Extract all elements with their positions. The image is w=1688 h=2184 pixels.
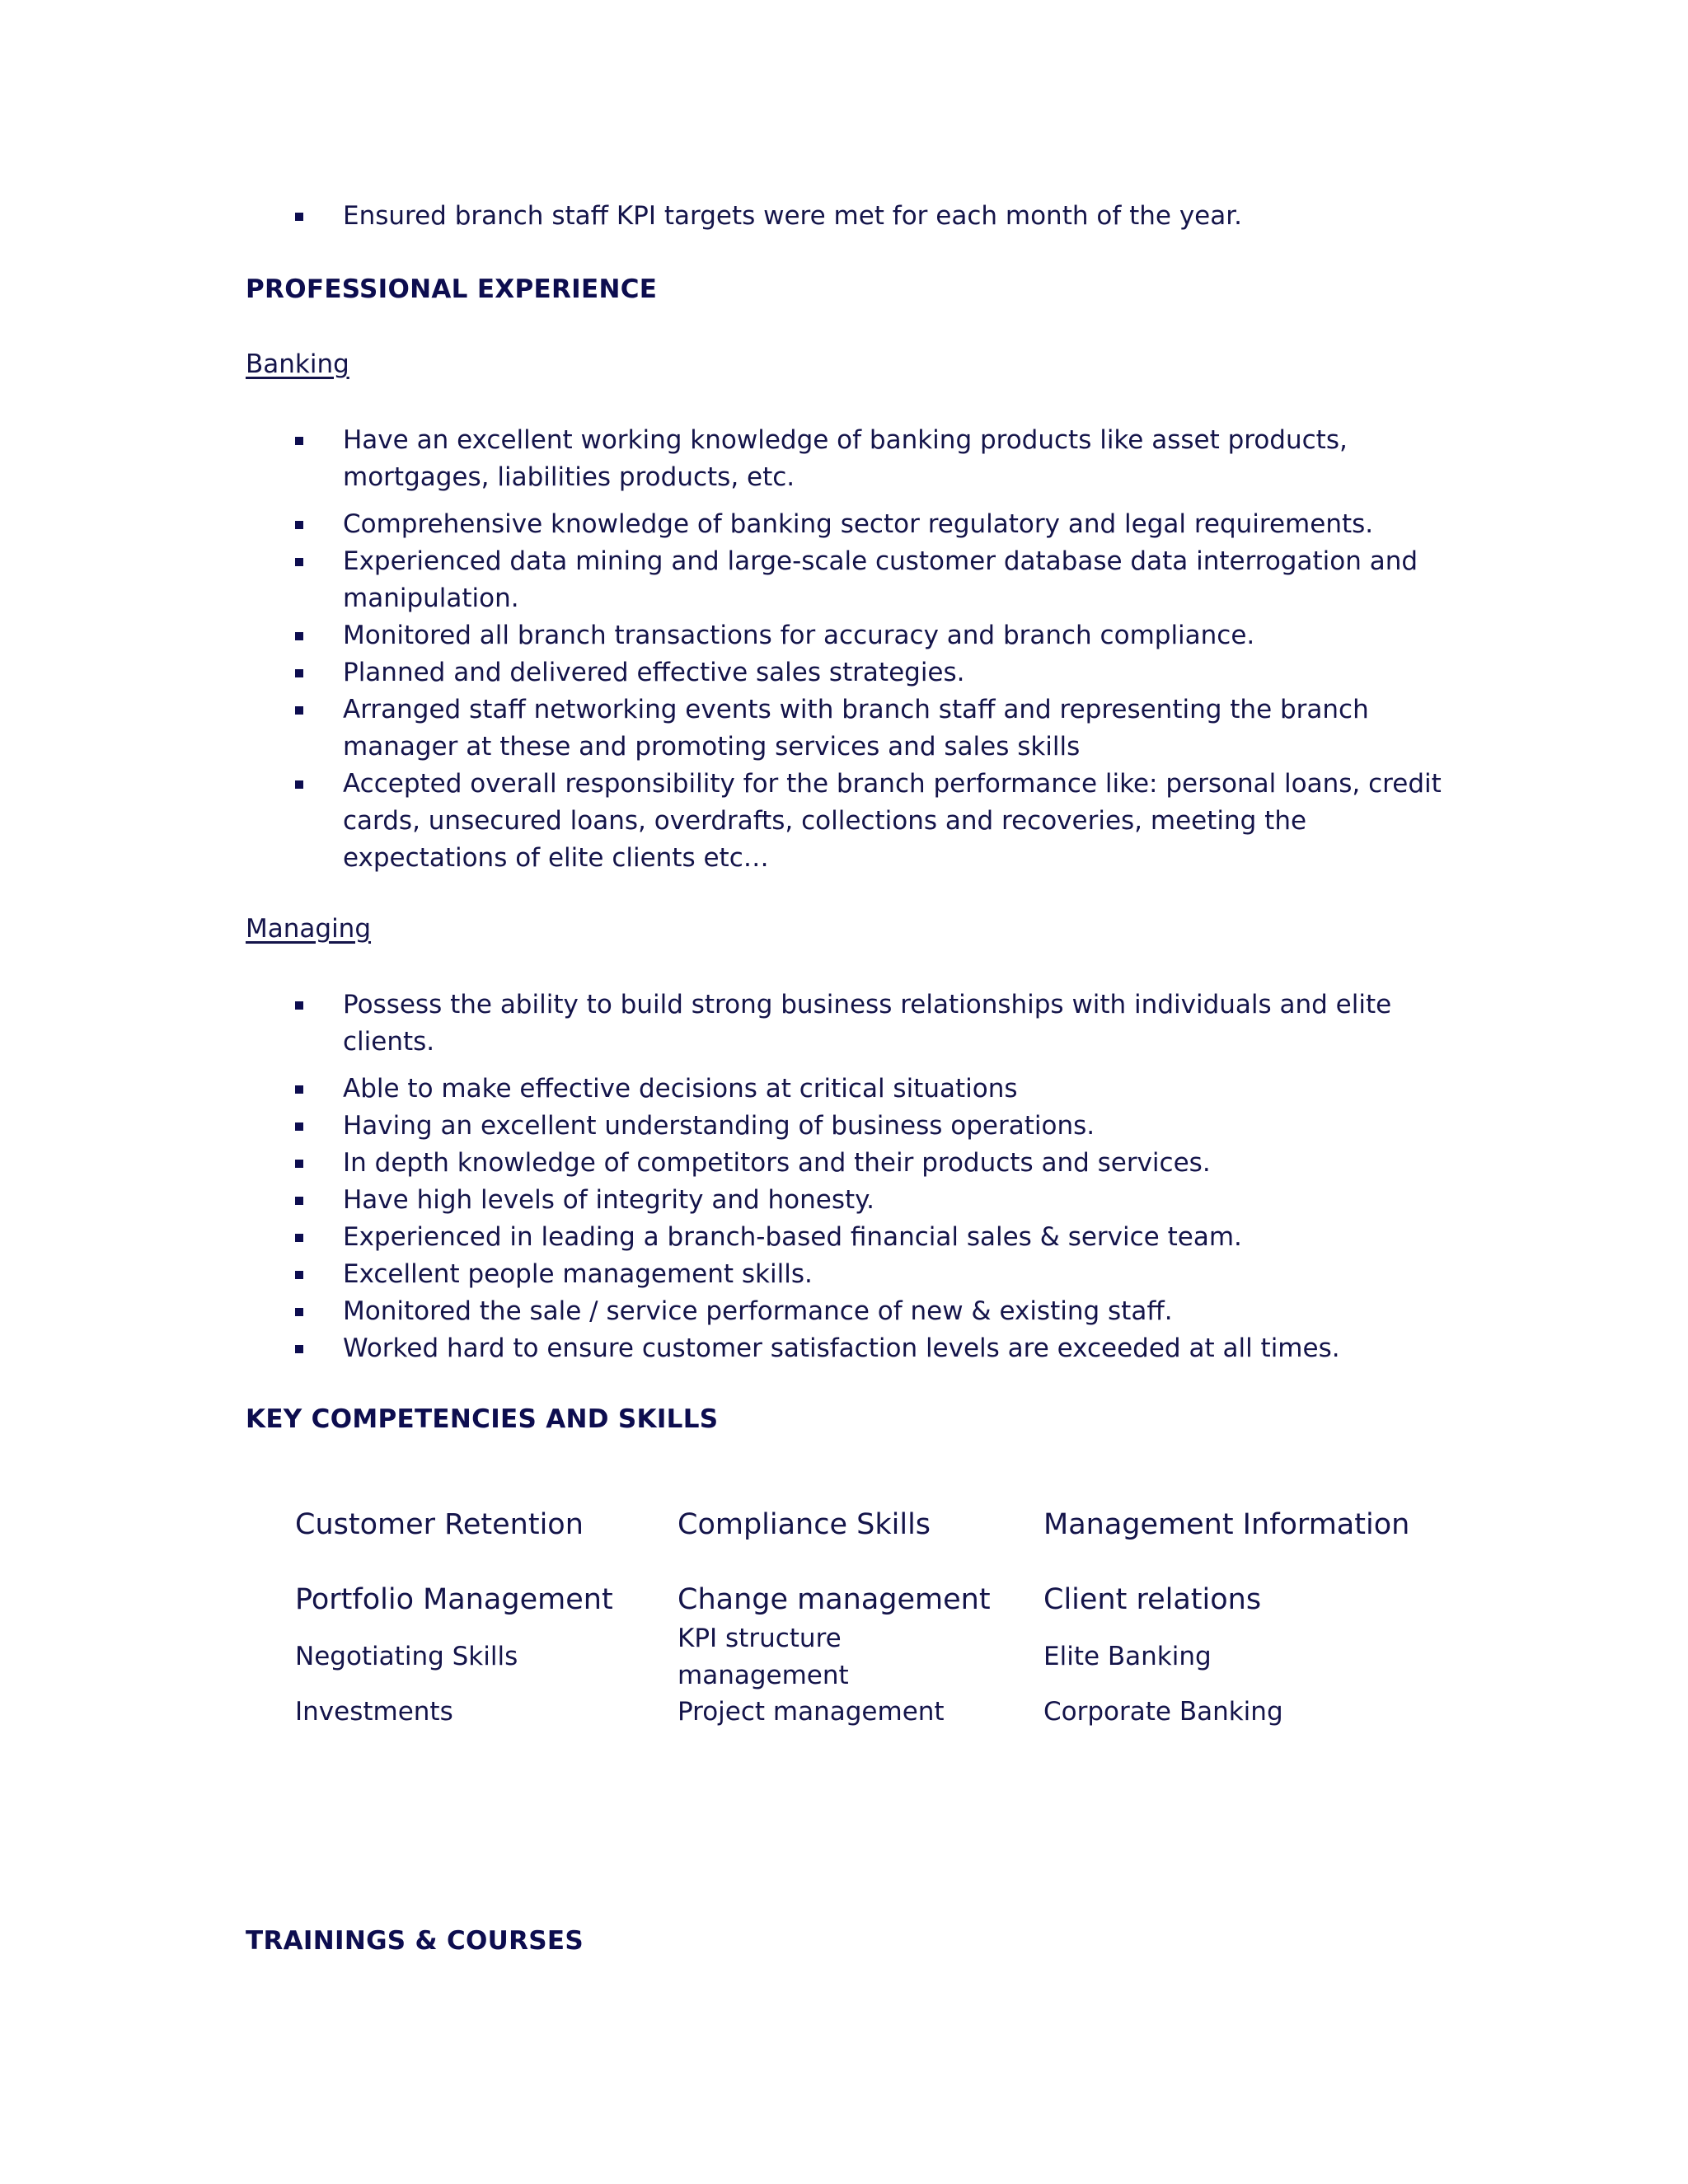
- skill-item: Management Information: [1043, 1508, 1410, 1541]
- list-item: [295, 1145, 1449, 1182]
- skill-item: KPI structure management: [678, 1624, 849, 1690]
- skill-item: Project management: [678, 1697, 945, 1727]
- list-item-text: Monitored all branch transactions for accuracy and branch compliance.: [343, 621, 1255, 650]
- list-item-text: Ensured branch staff KPI targets were met for each month of the year.: [343, 201, 1242, 231]
- list-item: [295, 1182, 1449, 1219]
- list-item: [295, 1071, 1449, 1108]
- list-item-text: Have high levels of integrity and honesty.: [343, 1185, 874, 1215]
- list-item: [295, 691, 1449, 766]
- skill-item: Client relations: [1043, 1583, 1262, 1616]
- list-item-text: Having an excellent understanding of business operations.: [343, 1111, 1095, 1141]
- bullet-marker: [295, 1345, 303, 1353]
- bullet-marker: [295, 1160, 303, 1168]
- list-item: [295, 617, 1449, 654]
- skill-item: Negotiating Skills: [295, 1642, 518, 1671]
- bullet-marker: [295, 1271, 303, 1279]
- list-item-text: Comprehensive knowledge of banking sector regulatory and legal requirements.: [343, 509, 1374, 539]
- bullet-marker: [295, 213, 303, 221]
- bullet-marker: [295, 1122, 303, 1131]
- section-heading-professional-experience: PROFESSIONAL EXPERIENCE: [246, 274, 658, 304]
- bullet-marker: [295, 706, 303, 715]
- skill-item: Customer Retention: [295, 1508, 584, 1541]
- skill-item: Change management: [678, 1583, 991, 1616]
- skill-item: Elite Banking: [1043, 1642, 1212, 1671]
- bullet-marker: [295, 1234, 303, 1242]
- list-item-text: Arranged staff networking events with branch staff and representing the branch manager at these and promoting services and sales skills: [343, 695, 1369, 762]
- section-heading-key-competencies: KEY COMPETENCIES AND SKILLS: [246, 1404, 719, 1434]
- bullet-marker: [295, 1001, 303, 1010]
- bullet-marker: [295, 632, 303, 640]
- list-item: [295, 543, 1449, 617]
- list-item: [295, 506, 1449, 543]
- skill-item: Portfolio Management: [295, 1583, 613, 1616]
- list-item-text: Accepted overall responsibility for the branch performance like: personal loans, credit cards, unsecured loans, overdrafts, collections and recoveries, meeting the expectations of elite clients etc…: [343, 769, 1442, 873]
- list-item: [295, 1256, 1449, 1293]
- list-item-text: Experienced in leading a branch-based financial sales & service team.: [343, 1222, 1242, 1252]
- bullet-marker: [295, 1308, 303, 1316]
- list-item-text: Excellent people management skills.: [343, 1259, 813, 1289]
- bullet-marker: [295, 521, 303, 529]
- subheading-banking: Banking: [246, 349, 349, 379]
- list-item: [295, 654, 1449, 691]
- list-item: [295, 1108, 1449, 1145]
- list-item: [295, 1219, 1449, 1256]
- list-item-text: Have an excellent working knowledge of banking products like asset products, mortgages, liabilities products, etc.: [343, 425, 1348, 492]
- list-item-text: Experienced data mining and large-scale customer database data interrogation and manipulation.: [343, 546, 1418, 613]
- top-bullet-list: [295, 198, 1449, 235]
- bullet-marker: [295, 558, 303, 566]
- banking-list: [295, 422, 1449, 877]
- list-item: [295, 422, 1449, 496]
- list-item-text: Possess the ability to build strong business relationships with individuals and elite clients.: [343, 990, 1392, 1057]
- list-item: [295, 766, 1449, 877]
- subheading-managing: Managing: [246, 914, 372, 944]
- bullet-marker: [295, 1197, 303, 1205]
- list-item: [295, 987, 1449, 1061]
- bullet-marker: [295, 780, 303, 789]
- bullet-marker: [295, 1085, 303, 1094]
- skill-item: Compliance Skills: [678, 1508, 931, 1541]
- section-heading-trainings: TRAININGS & COURSES: [246, 1926, 584, 1956]
- list-item: [295, 1330, 1449, 1367]
- bullet-marker: [295, 669, 303, 677]
- skill-item: Corporate Banking: [1043, 1697, 1283, 1727]
- list-item: [295, 1293, 1449, 1330]
- list-item-text: In depth knowledge of competitors and their products and services.: [343, 1148, 1211, 1178]
- list-item: [295, 198, 1449, 235]
- list-item-text: Able to make effective decisions at critical situations: [343, 1074, 1018, 1104]
- list-item-text: Planned and delivered effective sales strategies.: [343, 658, 965, 687]
- list-item-text: Worked hard to ensure customer satisfaction levels are exceeded at all times.: [343, 1333, 1340, 1363]
- list-item-text: Monitored the sale / service performance of new & existing staff.: [343, 1296, 1173, 1326]
- managing-list: [295, 987, 1449, 1367]
- skill-item: Investments: [295, 1697, 453, 1727]
- bullet-marker: [295, 437, 303, 445]
